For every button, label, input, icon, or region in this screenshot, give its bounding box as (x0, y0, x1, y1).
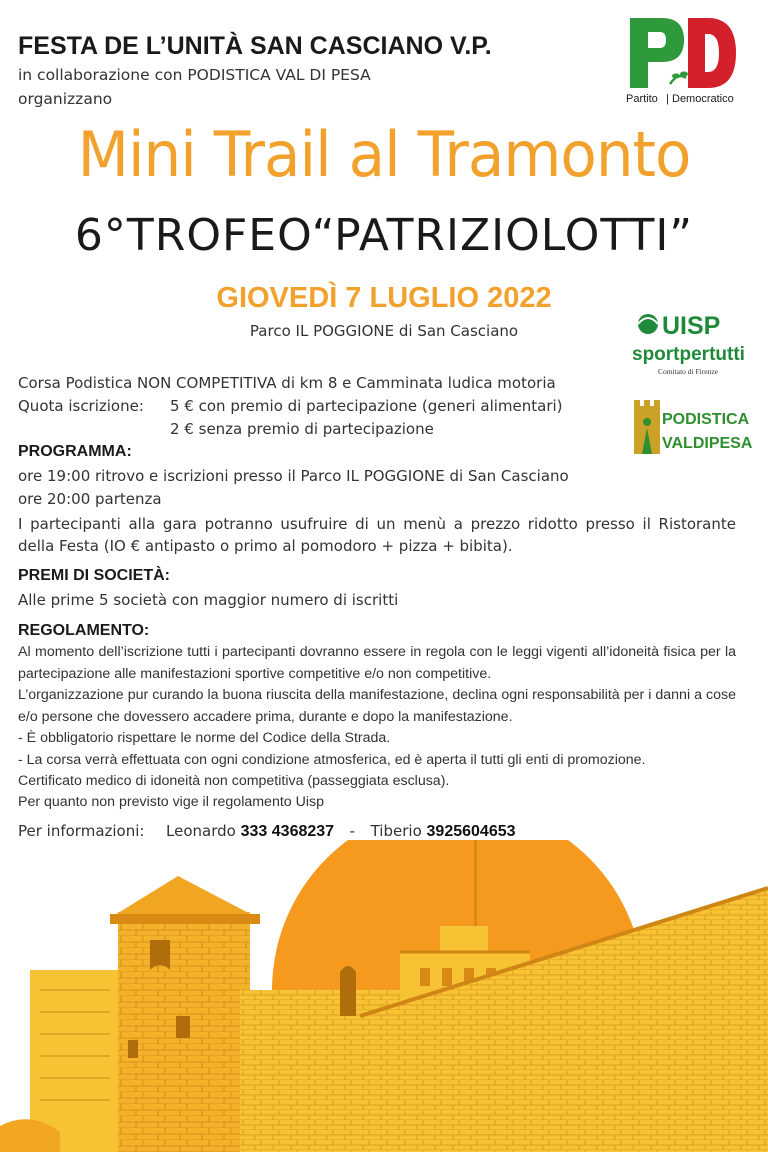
svg-text:|: | (666, 93, 669, 105)
regolamento-line-3: - È obbligatorio rispettare le norme del Codice della Strada. (18, 730, 391, 746)
pd-logo (626, 14, 740, 106)
premi-heading: PREMI DI SOCIETÀ: (18, 567, 171, 584)
programma-line-3: I partecipanti alla gara potranno usufruire di un menù a prezzo ridotto presso il Ristorante della Festa (IO € antipasto o primo al pomodoro + pizza + bibita). (18, 515, 736, 555)
contacts-label: Per informazioni: (18, 822, 145, 840)
uisp-name: UISP (662, 312, 721, 340)
contact-name-2: Tiberio (370, 822, 422, 840)
pd-caption-right: Democratico (672, 93, 734, 105)
event-date: GIOVEDÌ 7 LUGLIO 2022 (216, 282, 552, 314)
regolamento-para-2: L’organizzazione pur curando la buona riuscita della manifestazione, declina ogni responsabilità per i danni a cose e/o persone che dovessero accadere prima, durante e dopo la manifestazione. (18, 687, 736, 725)
programma-line-1: ore 19:00 ritrovo e iscrizioni presso il Parco IL POGGIONE di San Casciano (18, 467, 569, 485)
event-title: Mini Trail al Tramonto (77, 118, 691, 191)
programma-heading: PROGRAMMA: (18, 443, 132, 460)
uisp-tagline: sportpertutti (632, 344, 745, 365)
contact-separator: - (349, 822, 356, 840)
collaboration-line: in collaborazione con PODISTICA VAL DI PESA (18, 66, 371, 84)
castle-sunset-illustration (0, 840, 768, 1152)
uisp-sub: Comitato di Firenze (658, 367, 718, 376)
contact-phone-1: 333 4368237 (240, 823, 335, 840)
race-description: Corsa Podistica NON COMPETITIVA di km 8 e Camminata ludica motoria (18, 374, 556, 392)
programma-line-2: ore 20:00 partenza (18, 490, 162, 508)
podistica-line2: VALDIPESA (662, 435, 753, 452)
trophy-title: 6°TROFEO“PATRIZIOLOTTI” (74, 210, 694, 261)
regolamento-line-6: Per quanto non previsto vige il regolamento Uisp (18, 794, 324, 810)
event-venue: Parco IL POGGIONE di San Casciano (249, 322, 519, 340)
premi-line: Alle prime 5 società con maggior numero di iscritti (18, 591, 399, 609)
pd-caption-left: Partito (626, 93, 658, 105)
organizer-title: FESTA DE L’UNITÀ SAN CASCIANO V.P. (18, 32, 492, 60)
contact-phone-2: 3925604653 (426, 823, 516, 840)
regolamento-line-4: - La corsa verrà effettuata con ogni condizione atmosferica, ed è aperta il tutti gli enti di promozione. (18, 752, 646, 768)
fee-option-1: 5 € con premio di partecipazione (generi alimentari) (170, 397, 563, 415)
contact-name-1: Leonardo (166, 822, 236, 840)
podistica-logo (632, 398, 756, 458)
fee-label: Quota iscrizione: (18, 397, 144, 415)
regolamento-heading: REGOLAMENTO: (18, 622, 150, 639)
regolamento-para-1: Al momento dell’iscrizione tutti i partecipanti dovranno essere in regola con le leggi vigenti all’idoneità fisica per la partecipazione alle manifestazioni sportive competitive e/o non competitive. (18, 644, 736, 682)
fee-option-2: 2 € senza premio di partecipazione (170, 420, 434, 438)
uisp-logo (630, 308, 754, 380)
organize-verb: organizzano (18, 90, 113, 108)
podistica-line1: PODISTICA (662, 411, 750, 428)
regolamento-line-5: Certificato medico di idoneità non competitiva (passeggiata esclusa). (18, 773, 450, 789)
